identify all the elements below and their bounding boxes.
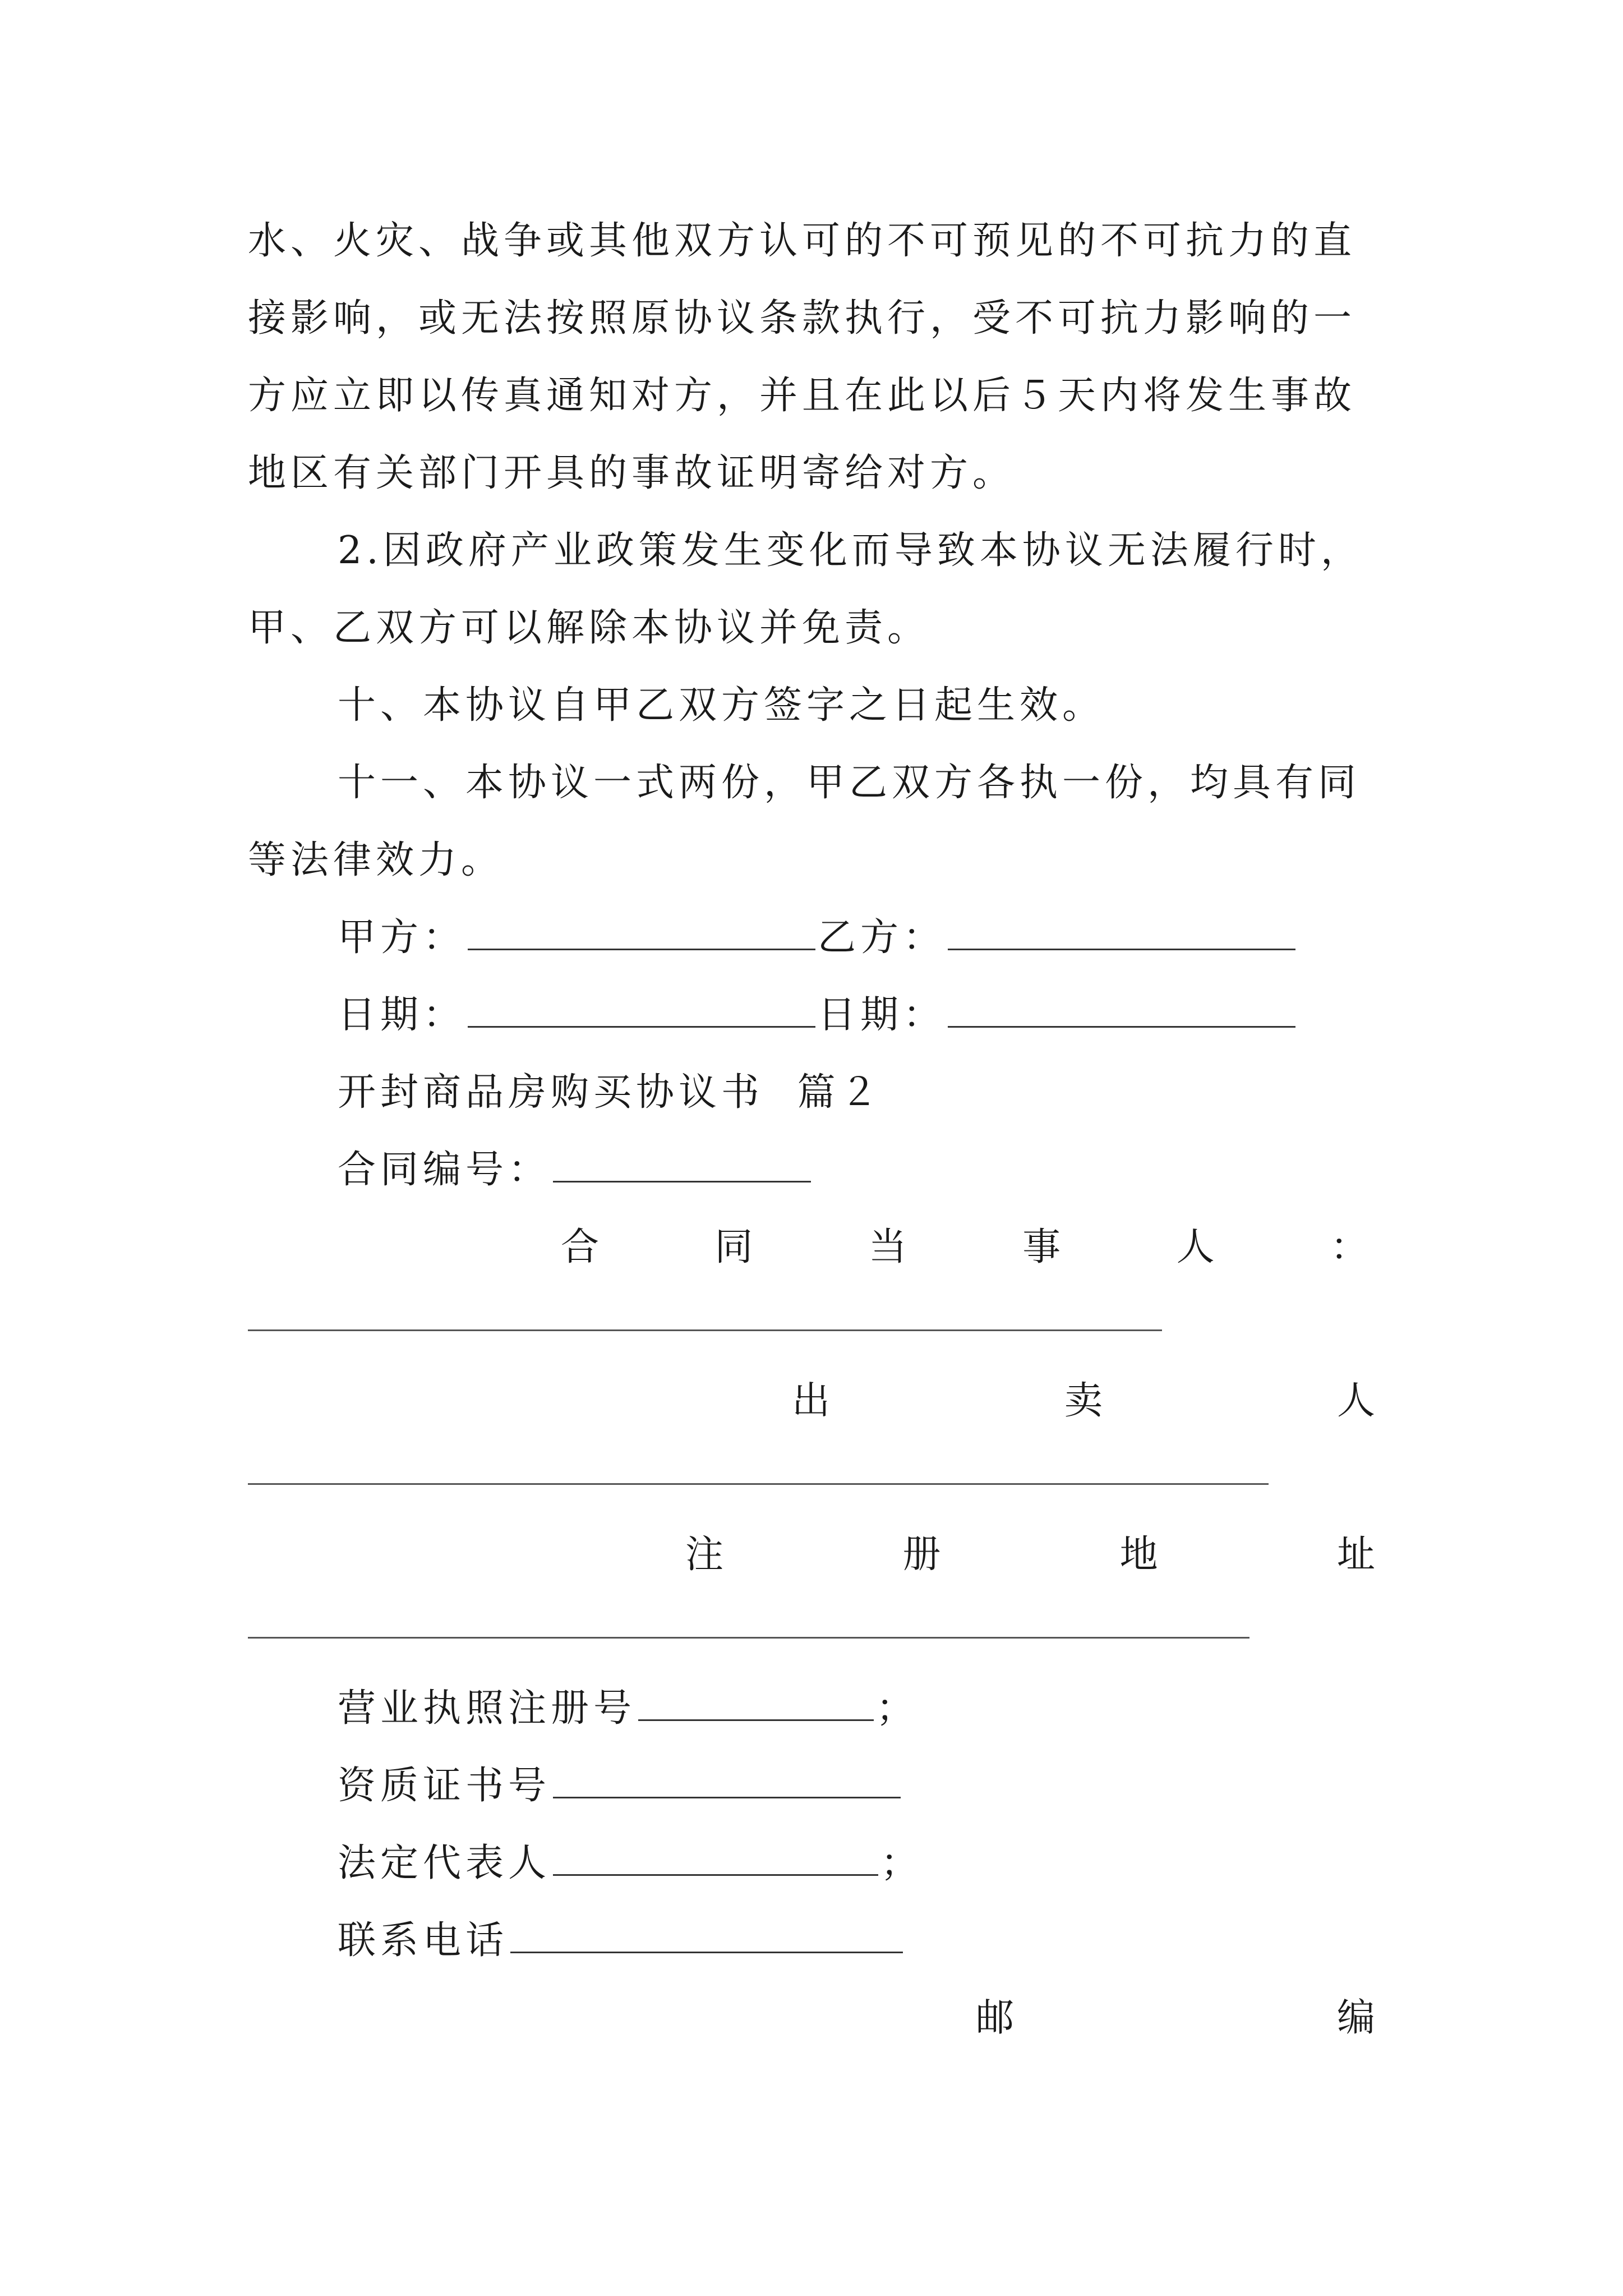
section-heading bbox=[338, 1065, 1381, 1121]
clause-11-line-1: 十一、本协议一式两份，甲乙双方各执一份，均具有同 bbox=[338, 761, 1361, 805]
parties-char-4: 事 bbox=[1022, 1225, 1061, 1269]
postcode-char-2: 编 bbox=[1336, 1996, 1375, 2040]
address-label bbox=[685, 1527, 1375, 1583]
parties-char-5: 人 bbox=[1176, 1225, 1215, 1269]
paragraph-line-1: 水、火灾、战争或其他双方认可的不可预见的不可抗力的直 bbox=[248, 219, 1357, 263]
clause-11-line-2: 等法律效力。 bbox=[248, 838, 504, 882]
parties-char-2: 同 bbox=[714, 1225, 753, 1269]
contract-number-row bbox=[338, 1142, 1381, 1198]
clause-2-line-2: 甲、乙双方可以解除本协议并免责。 bbox=[248, 606, 930, 650]
contract-number-blank[interactable] bbox=[553, 1146, 811, 1182]
address-char-3: 地 bbox=[1119, 1533, 1158, 1577]
contract-number-label: 合同编号： bbox=[338, 1148, 551, 1192]
phone-row bbox=[338, 1913, 1381, 1969]
qualification-label: 资质证书号 bbox=[338, 1764, 551, 1808]
paragraph-line-4: 地区有关部门开具的事故证明寄给对方。 bbox=[248, 451, 1016, 495]
clause-10: 十、本协议自甲乙双方签字之日起生效。 bbox=[338, 683, 1105, 728]
legal-rep-row bbox=[338, 1835, 1381, 1892]
address-blank[interactable] bbox=[248, 1637, 1249, 1639]
legal-rep-end: ； bbox=[880, 1841, 924, 1885]
seller-char-1: 出 bbox=[792, 1379, 831, 1423]
legal-rep-blank[interactable] bbox=[553, 1839, 878, 1876]
signature-party-row bbox=[338, 910, 1381, 966]
postcode-label bbox=[976, 1990, 1375, 2046]
qualification-row bbox=[338, 1758, 1381, 1814]
legal-rep-label: 法定代表人 bbox=[338, 1841, 551, 1885]
contract-parties-blank[interactable] bbox=[248, 1329, 1162, 1331]
qualification-blank[interactable] bbox=[553, 1762, 901, 1798]
party-a-label: 甲方： bbox=[338, 915, 466, 960]
address-char-1: 注 bbox=[685, 1533, 724, 1577]
phone-blank[interactable] bbox=[510, 1917, 903, 1953]
license-label: 营业执照注册号 bbox=[338, 1686, 637, 1731]
seller-char-3: 人 bbox=[1336, 1379, 1375, 1423]
parties-char-1: 合 bbox=[561, 1225, 600, 1269]
license-end: ； bbox=[876, 1686, 919, 1731]
license-blank[interactable] bbox=[638, 1685, 874, 1721]
phone-label: 联系电话 bbox=[338, 1918, 509, 1963]
address-char-2: 册 bbox=[902, 1533, 941, 1577]
date-b-label: 日期： bbox=[818, 993, 946, 1037]
contract-parties-label bbox=[561, 1220, 1368, 1276]
date-b-blank[interactable] bbox=[948, 991, 1295, 1028]
postcode-char-1: 邮 bbox=[976, 1996, 1015, 2040]
address-char-4: 址 bbox=[1336, 1533, 1375, 1577]
license-row bbox=[338, 1681, 1381, 1737]
party-a-blank[interactable] bbox=[468, 914, 815, 950]
seller-blank[interactable] bbox=[248, 1483, 1269, 1485]
paragraph-line-3: 方应立即以传真通知对方，并且在此以后５天内将发生事故 bbox=[248, 374, 1357, 418]
parties-char-3: 当 bbox=[868, 1225, 907, 1269]
parties-char-6: ： bbox=[1330, 1225, 1368, 1269]
party-b-blank[interactable] bbox=[948, 914, 1295, 950]
section-part: 篇２ bbox=[797, 1070, 883, 1115]
date-a-blank[interactable] bbox=[468, 991, 815, 1028]
clause-2-line-1: 2.因政府产业政策发生变化而导致本协议无法履行时， bbox=[338, 528, 1363, 573]
date-a-label: 日期： bbox=[338, 993, 466, 1037]
section-title: 开封商品房购买协议书 bbox=[338, 1070, 764, 1115]
signature-date-row bbox=[338, 987, 1381, 1043]
paragraph-line-2: 接影响，或无法按照原协议条款执行，受不可抗力影响的一 bbox=[248, 296, 1357, 341]
seller-char-2: 卖 bbox=[1064, 1379, 1103, 1423]
party-b-label: 乙方： bbox=[818, 915, 946, 960]
seller-label bbox=[792, 1373, 1375, 1429]
